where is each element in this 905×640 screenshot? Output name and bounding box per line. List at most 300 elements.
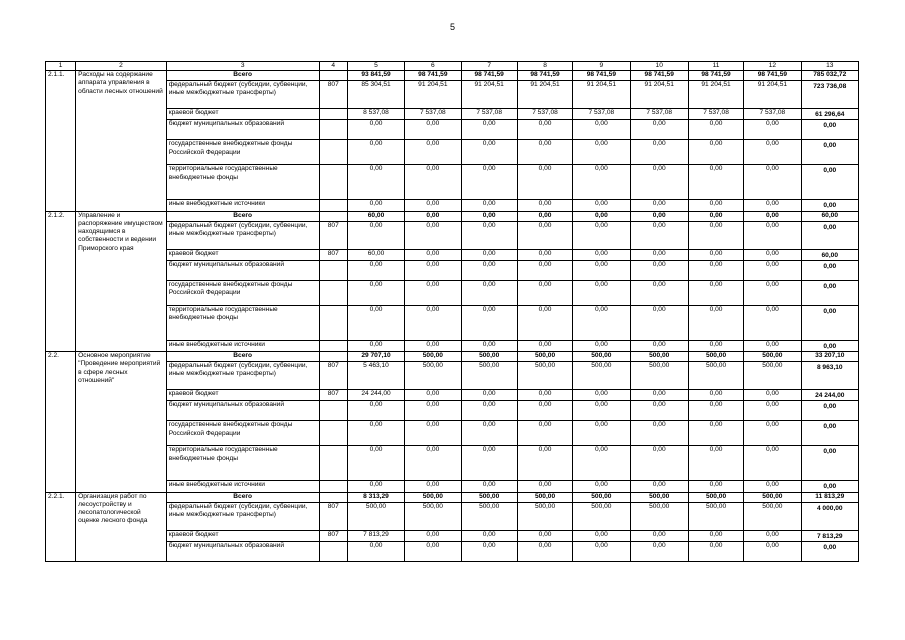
kbk-code: [319, 260, 347, 280]
year-value: 0,00: [461, 211, 517, 221]
year-value: 29 707,10: [347, 352, 404, 362]
table-row: [46, 200, 859, 211]
year-value: 500,00: [688, 502, 743, 530]
kbk-code: [319, 140, 347, 165]
funding-source: государственные внебюджетные фонды Российской Федерации: [166, 280, 319, 305]
year-value: 500,00: [347, 502, 404, 530]
kbk-code: [319, 352, 347, 362]
year-value: 0,00: [347, 260, 404, 280]
year-value: 0,00: [517, 446, 572, 481]
kbk-code: 807: [319, 390, 347, 401]
year-value: 0,00: [744, 249, 801, 260]
year-value: 0,00: [630, 249, 688, 260]
item-code: 2.1.2.: [46, 211, 76, 351]
header-cell: 9: [573, 62, 630, 71]
total-value: 60,00: [801, 249, 858, 260]
year-value: 0,00: [405, 340, 461, 351]
funding-source: бюджет муниципальных образований: [166, 541, 319, 561]
header-cell: 6: [405, 62, 461, 71]
header-row: [46, 62, 859, 71]
year-value: 0,00: [744, 221, 801, 249]
funding-source: Всего: [166, 492, 319, 502]
year-value: 0,00: [347, 446, 404, 481]
year-value: 0,00: [573, 305, 630, 340]
table-row: [46, 541, 859, 561]
year-value: 0,00: [630, 446, 688, 481]
total-value: 60,00: [801, 211, 858, 221]
funding-source: бюджет муниципальных образований: [166, 401, 319, 421]
table-row: [46, 421, 859, 446]
year-value: 0,00: [744, 200, 801, 211]
table-row: [46, 390, 859, 401]
year-value: 0,00: [744, 260, 801, 280]
funding-source: федеральный бюджет (субсидии, субвенции, иные межбюджетные трансферты): [166, 362, 319, 390]
year-value: 0,00: [688, 530, 743, 541]
year-value: 60,00: [347, 249, 404, 260]
header-cell: 1: [46, 62, 76, 71]
year-value: 500,00: [573, 502, 630, 530]
table-row: [46, 446, 859, 481]
year-value: 0,00: [347, 541, 404, 561]
year-value: 500,00: [573, 362, 630, 390]
year-value: 0,00: [405, 446, 461, 481]
year-value: 0,00: [517, 390, 572, 401]
kbk-code: [319, 71, 347, 81]
year-value: 0,00: [461, 221, 517, 249]
year-value: 0,00: [461, 200, 517, 211]
year-value: 0,00: [347, 165, 404, 200]
total-value: 24 244,00: [801, 390, 858, 401]
kbk-code: [319, 340, 347, 351]
header-cell: 3: [166, 62, 319, 71]
year-value: 0,00: [347, 120, 404, 140]
year-value: 0,00: [744, 390, 801, 401]
year-value: 0,00: [347, 200, 404, 211]
year-value: 0,00: [630, 530, 688, 541]
year-value: 0,00: [405, 481, 461, 492]
year-value: 0,00: [573, 165, 630, 200]
year-value: 0,00: [630, 340, 688, 351]
year-value: 7 537,08: [461, 109, 517, 120]
year-value: 0,00: [744, 140, 801, 165]
total-value: 0,00: [801, 421, 858, 446]
item-code: 2.2.1.: [46, 492, 76, 561]
year-value: 91 204,51: [517, 81, 572, 109]
year-value: 0,00: [573, 280, 630, 305]
year-value: 0,00: [517, 211, 572, 221]
table-row: [46, 249, 859, 260]
header-cell: 7: [461, 62, 517, 71]
funding-source: государственные внебюджетные фонды Российской Федерации: [166, 140, 319, 165]
year-value: 0,00: [688, 120, 743, 140]
year-value: 0,00: [573, 541, 630, 561]
header-cell: 2: [76, 62, 167, 71]
year-value: 0,00: [347, 421, 404, 446]
year-value: 0,00: [688, 305, 743, 340]
year-value: 500,00: [688, 362, 743, 390]
year-value: 0,00: [630, 140, 688, 165]
year-value: 0,00: [461, 541, 517, 561]
kbk-code: [319, 211, 347, 221]
funding-source: краевой бюджет: [166, 530, 319, 541]
kbk-code: 807: [319, 249, 347, 260]
year-value: 98 741,59: [630, 71, 688, 81]
kbk-code: [319, 481, 347, 492]
year-value: 500,00: [630, 352, 688, 362]
year-value: 85 304,51: [347, 81, 404, 109]
header-cell: 10: [630, 62, 688, 71]
year-value: 0,00: [573, 421, 630, 446]
table-row: [46, 280, 859, 305]
kbk-code: [319, 165, 347, 200]
year-value: 0,00: [461, 340, 517, 351]
funding-source: Всего: [166, 211, 319, 221]
table-body: [46, 62, 859, 562]
kbk-code: [319, 492, 347, 502]
kbk-code: 807: [319, 502, 347, 530]
year-value: 0,00: [347, 140, 404, 165]
year-value: 0,00: [744, 446, 801, 481]
year-value: 0,00: [405, 305, 461, 340]
year-value: 91 204,51: [573, 81, 630, 109]
total-value: 33 207,10: [801, 352, 858, 362]
item-code: 2.2.: [46, 352, 76, 492]
year-value: 0,00: [347, 481, 404, 492]
kbk-code: [319, 421, 347, 446]
year-value: 7 537,08: [405, 109, 461, 120]
total-value: 0,00: [801, 305, 858, 340]
year-value: 0,00: [573, 211, 630, 221]
year-value: 0,00: [461, 421, 517, 446]
total-value: 0,00: [801, 541, 858, 561]
total-value: 0,00: [801, 165, 858, 200]
year-value: 98 741,59: [744, 71, 801, 81]
year-value: 7 537,08: [517, 109, 572, 120]
kbk-code: [319, 120, 347, 140]
year-value: 0,00: [405, 120, 461, 140]
table-row: [46, 221, 859, 249]
year-value: 0,00: [517, 541, 572, 561]
year-value: 500,00: [744, 492, 801, 502]
kbk-code: 807: [319, 530, 347, 541]
year-value: 0,00: [347, 280, 404, 305]
year-value: 500,00: [405, 362, 461, 390]
year-value: 0,00: [744, 340, 801, 351]
year-value: 0,00: [573, 401, 630, 421]
year-value: 0,00: [744, 280, 801, 305]
total-value: 7 813,29: [801, 530, 858, 541]
year-value: 0,00: [573, 340, 630, 351]
year-value: 0,00: [630, 260, 688, 280]
year-value: 0,00: [517, 481, 572, 492]
year-value: 7 537,08: [573, 109, 630, 120]
year-value: 0,00: [630, 421, 688, 446]
year-value: 0,00: [744, 530, 801, 541]
funding-source: краевой бюджет: [166, 249, 319, 260]
table-row: [46, 352, 859, 362]
year-value: 0,00: [630, 280, 688, 305]
year-value: 98 741,59: [688, 71, 743, 81]
year-value: 0,00: [405, 260, 461, 280]
total-value: 0,00: [801, 200, 858, 211]
year-value: 8 313,29: [347, 492, 404, 502]
kbk-code: [319, 109, 347, 120]
table-row: [46, 362, 859, 390]
year-value: 98 741,59: [405, 71, 461, 81]
total-value: 0,00: [801, 260, 858, 280]
year-value: 0,00: [630, 120, 688, 140]
total-value: 4 000,00: [801, 502, 858, 530]
year-value: 0,00: [461, 249, 517, 260]
year-value: 0,00: [461, 530, 517, 541]
total-value: 11 813,29: [801, 492, 858, 502]
funding-source: территориальные государственные внебюджетные фонды: [166, 446, 319, 481]
table-row: [46, 140, 859, 165]
year-value: 0,00: [688, 401, 743, 421]
total-value: 0,00: [801, 340, 858, 351]
year-value: 0,00: [744, 541, 801, 561]
kbk-code: 807: [319, 221, 347, 249]
year-value: 0,00: [573, 530, 630, 541]
year-value: 91 204,51: [405, 81, 461, 109]
year-value: 8 537,08: [347, 109, 404, 120]
year-value: 0,00: [405, 200, 461, 211]
year-value: 500,00: [517, 492, 572, 502]
year-value: 24 244,00: [347, 390, 404, 401]
year-value: 0,00: [405, 165, 461, 200]
table-row: [46, 211, 859, 221]
year-value: 60,00: [347, 211, 404, 221]
total-value: 0,00: [801, 481, 858, 492]
table-row: [46, 120, 859, 140]
year-value: 500,00: [688, 352, 743, 362]
kbk-code: 807: [319, 81, 347, 109]
year-value: 0,00: [405, 541, 461, 561]
year-value: 0,00: [405, 401, 461, 421]
year-value: 98 741,59: [517, 71, 572, 81]
year-value: 0,00: [517, 530, 572, 541]
total-value: 785 032,72: [801, 71, 858, 81]
item-code: 2.1.1.: [46, 71, 76, 211]
year-value: 0,00: [688, 340, 743, 351]
year-value: 0,00: [630, 401, 688, 421]
item-name: Основное мероприятие "Проведение мероприятий в сфере лесных отношений": [76, 352, 167, 492]
funding-source: территориальные государственные внебюджетные фонды: [166, 305, 319, 340]
year-value: 0,00: [405, 421, 461, 446]
year-value: 0,00: [461, 165, 517, 200]
year-value: 0,00: [573, 200, 630, 211]
header-cell: 12: [744, 62, 801, 71]
year-value: 0,00: [688, 211, 743, 221]
year-value: 0,00: [744, 305, 801, 340]
year-value: 0,00: [630, 165, 688, 200]
total-value: 0,00: [801, 140, 858, 165]
year-value: 0,00: [688, 390, 743, 401]
total-value: 61 296,64: [801, 109, 858, 120]
year-value: 0,00: [517, 140, 572, 165]
year-value: 500,00: [461, 502, 517, 530]
year-value: 0,00: [744, 401, 801, 421]
year-value: 0,00: [630, 200, 688, 211]
year-value: 0,00: [688, 421, 743, 446]
table-row: [46, 530, 859, 541]
year-value: 500,00: [461, 352, 517, 362]
total-value: 0,00: [801, 221, 858, 249]
year-value: 0,00: [461, 280, 517, 305]
kbk-code: [319, 541, 347, 561]
year-value: 91 204,51: [630, 81, 688, 109]
year-value: 0,00: [461, 446, 517, 481]
year-value: 0,00: [688, 541, 743, 561]
total-value: 0,00: [801, 446, 858, 481]
year-value: 0,00: [688, 221, 743, 249]
year-value: 0,00: [688, 481, 743, 492]
year-value: 500,00: [688, 492, 743, 502]
table-row: [46, 481, 859, 492]
funding-source: краевой бюджет: [166, 109, 319, 120]
year-value: 0,00: [405, 280, 461, 305]
year-value: 0,00: [461, 140, 517, 165]
year-value: 500,00: [517, 352, 572, 362]
year-value: 500,00: [517, 502, 572, 530]
year-value: 91 204,51: [461, 81, 517, 109]
year-value: 500,00: [405, 352, 461, 362]
year-value: 0,00: [573, 249, 630, 260]
header-cell: 8: [517, 62, 572, 71]
year-value: 0,00: [744, 421, 801, 446]
year-value: 0,00: [405, 249, 461, 260]
total-value: 0,00: [801, 280, 858, 305]
kbk-code: [319, 305, 347, 340]
funding-source: иные внебюджетные источники: [166, 481, 319, 492]
funding-source: федеральный бюджет (субсидии, субвенции, иные межбюджетные трансферты): [166, 81, 319, 109]
year-value: 0,00: [630, 481, 688, 492]
kbk-code: [319, 401, 347, 421]
year-value: 500,00: [630, 502, 688, 530]
funding-source: краевой бюджет: [166, 390, 319, 401]
funding-source: государственные внебюджетные фонды Российской Федерации: [166, 421, 319, 446]
funding-source: иные внебюджетные источники: [166, 340, 319, 351]
kbk-code: 807: [319, 362, 347, 390]
year-value: 0,00: [573, 481, 630, 492]
year-value: 98 741,59: [461, 71, 517, 81]
table-row: [46, 81, 859, 109]
table-row: [46, 109, 859, 120]
funding-source: Всего: [166, 352, 319, 362]
table-row: [46, 401, 859, 421]
year-value: 0,00: [461, 260, 517, 280]
year-value: 5 463,10: [347, 362, 404, 390]
year-value: 0,00: [630, 305, 688, 340]
year-value: 0,00: [688, 200, 743, 211]
year-value: 0,00: [517, 401, 572, 421]
year-value: 0,00: [573, 260, 630, 280]
year-value: 7 537,08: [630, 109, 688, 120]
year-value: 0,00: [744, 481, 801, 492]
year-value: 0,00: [573, 446, 630, 481]
item-name: Управление и распоряжение имуществом находящимся в собственности и ведении Приморского края: [76, 211, 167, 351]
year-value: 0,00: [744, 165, 801, 200]
table-row: [46, 340, 859, 351]
header-cell: 4: [319, 62, 347, 71]
item-name: Организация работ по лесоустройству и лесопатологической оценке лесного фонда: [76, 492, 167, 561]
page-number: 5: [449, 22, 455, 32]
funding-source: федеральный бюджет (субсидии, субвенции, иные межбюджетные трансферты): [166, 221, 319, 249]
budget-table: [45, 61, 859, 562]
year-value: 0,00: [517, 200, 572, 211]
year-value: 0,00: [573, 221, 630, 249]
header-cell: 5: [347, 62, 404, 71]
year-value: 0,00: [517, 221, 572, 249]
year-value: 0,00: [461, 481, 517, 492]
year-value: 91 204,51: [688, 81, 743, 109]
year-value: 98 741,59: [573, 71, 630, 81]
year-value: 0,00: [630, 211, 688, 221]
funding-source: бюджет муниципальных образований: [166, 260, 319, 280]
funding-source: бюджет муниципальных образований: [166, 120, 319, 140]
year-value: 0,00: [405, 530, 461, 541]
year-value: 0,00: [688, 249, 743, 260]
year-value: 0,00: [405, 221, 461, 249]
year-value: 0,00: [347, 401, 404, 421]
kbk-code: [319, 280, 347, 305]
year-value: 0,00: [347, 221, 404, 249]
year-value: 500,00: [573, 352, 630, 362]
year-value: 500,00: [461, 492, 517, 502]
item-name: Расходы на содержание аппарата управления в области лесных отношений: [76, 71, 167, 211]
year-value: 500,00: [744, 362, 801, 390]
year-value: 0,00: [461, 390, 517, 401]
kbk-code: [319, 446, 347, 481]
year-value: 500,00: [744, 502, 801, 530]
header-cell: 11: [688, 62, 743, 71]
year-value: 0,00: [517, 421, 572, 446]
year-value: 0,00: [573, 140, 630, 165]
year-value: 0,00: [517, 249, 572, 260]
year-value: 500,00: [573, 492, 630, 502]
year-value: 0,00: [744, 120, 801, 140]
year-value: 0,00: [405, 211, 461, 221]
year-value: 500,00: [461, 362, 517, 390]
year-value: 500,00: [630, 492, 688, 502]
year-value: 500,00: [405, 502, 461, 530]
year-value: 0,00: [405, 140, 461, 165]
year-value: 0,00: [517, 260, 572, 280]
table-row: [46, 502, 859, 530]
table-row: [46, 492, 859, 502]
year-value: 0,00: [688, 165, 743, 200]
total-value: 723 736,08: [801, 81, 858, 109]
year-value: 0,00: [573, 120, 630, 140]
year-value: 0,00: [688, 280, 743, 305]
year-value: 500,00: [630, 362, 688, 390]
year-value: 0,00: [630, 541, 688, 561]
total-value: 8 963,10: [801, 362, 858, 390]
year-value: 0,00: [517, 120, 572, 140]
year-value: 0,00: [517, 340, 572, 351]
year-value: 0,00: [688, 260, 743, 280]
total-value: 0,00: [801, 120, 858, 140]
year-value: 7 813,29: [347, 530, 404, 541]
year-value: 0,00: [347, 340, 404, 351]
year-value: 0,00: [517, 305, 572, 340]
year-value: 0,00: [461, 401, 517, 421]
table-row: [46, 71, 859, 81]
table-row: [46, 260, 859, 280]
year-value: 93 841,59: [347, 71, 404, 81]
funding-source: иные внебюджетные источники: [166, 200, 319, 211]
header-cell: 13: [801, 62, 858, 71]
